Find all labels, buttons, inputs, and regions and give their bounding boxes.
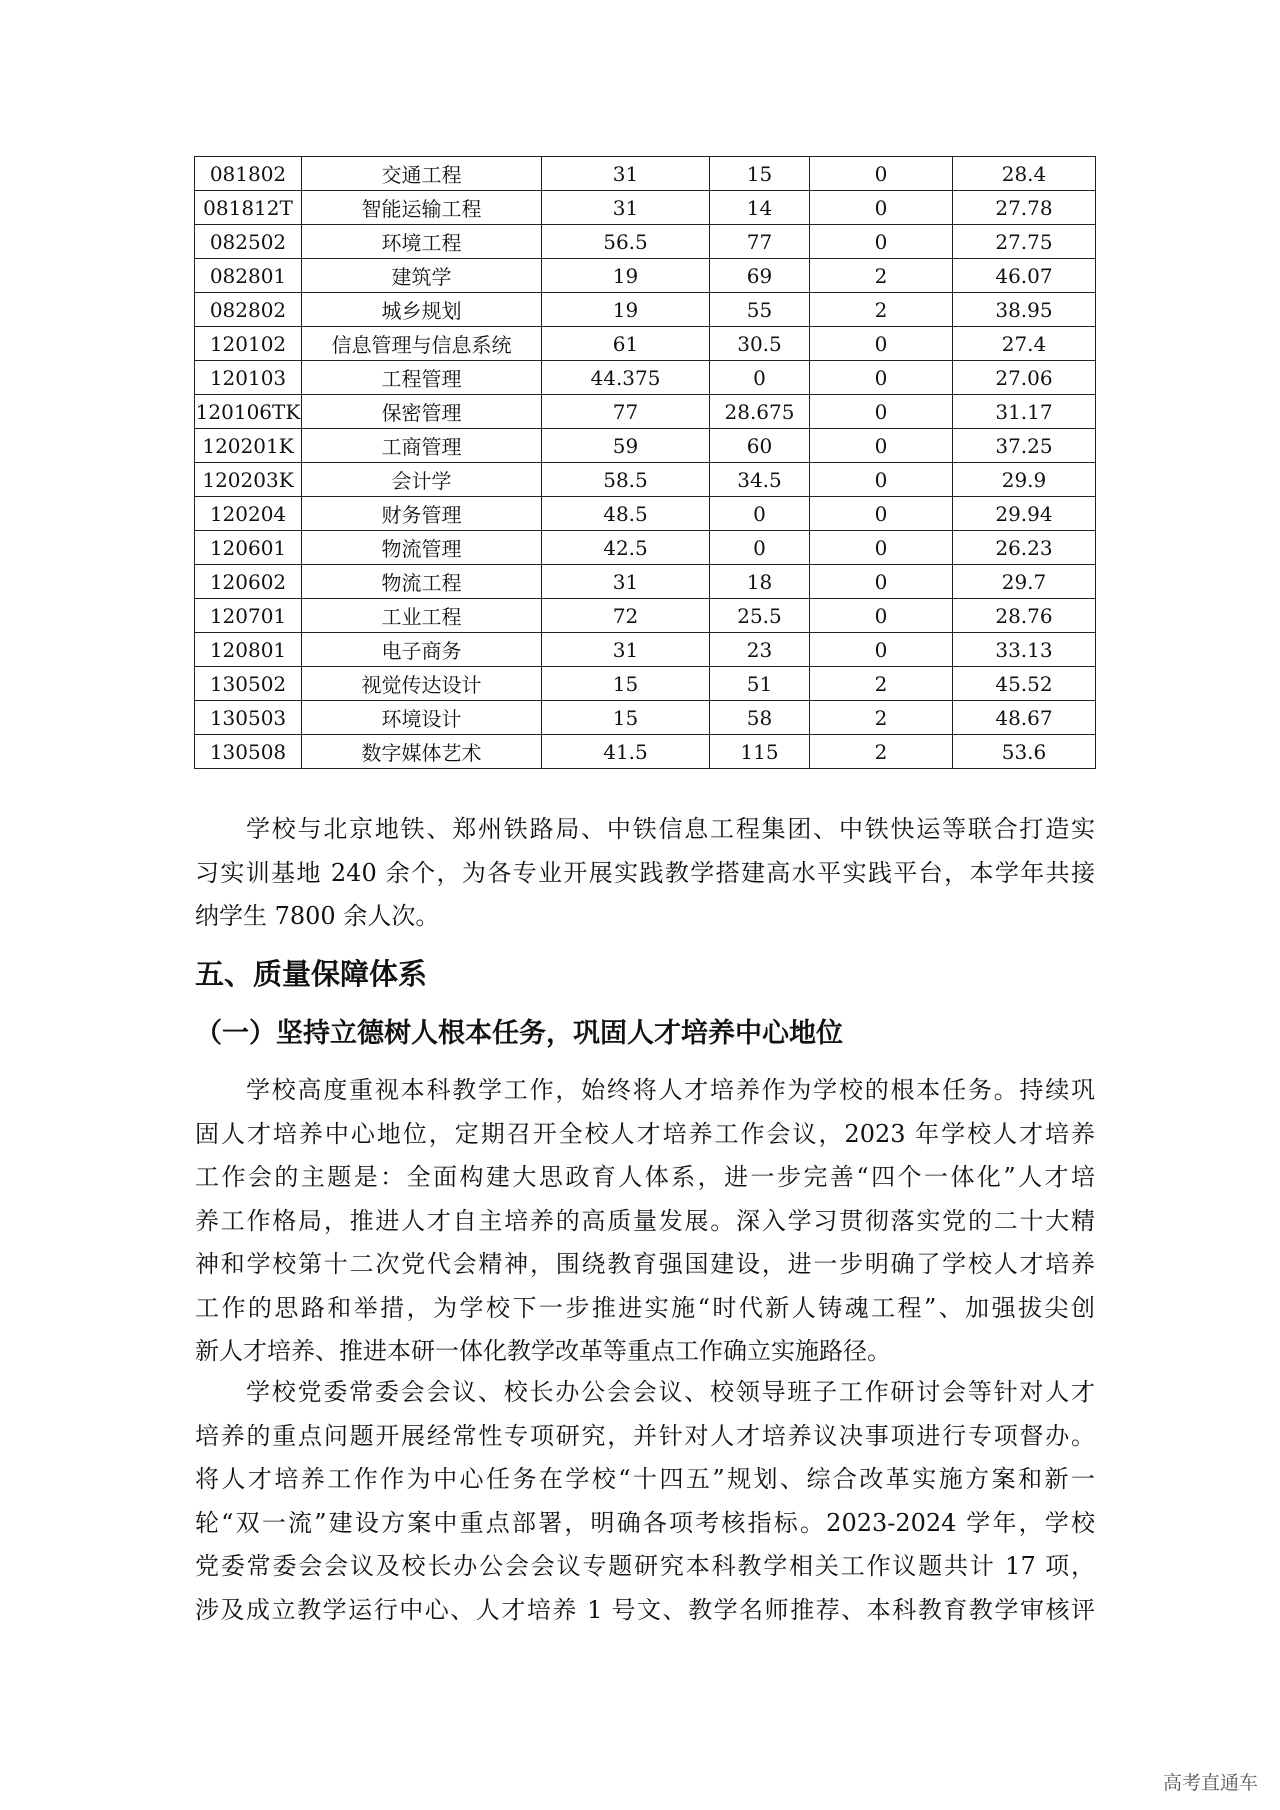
table-cell: 0 bbox=[810, 633, 953, 667]
watermark-footer: 高考直通车 bbox=[1162, 1772, 1258, 1794]
table-cell: 28.675 bbox=[710, 395, 810, 429]
paragraph-line: 轮“双一流”建设方案中重点部署，明确各项考核指标。2023-2024 学年，学校 bbox=[195, 1508, 1095, 1537]
table-cell: 18 bbox=[710, 565, 810, 599]
table-cell: 77 bbox=[542, 395, 710, 429]
table-row bbox=[195, 565, 1096, 599]
table-cell: 60 bbox=[710, 429, 810, 463]
table-cell: 44.375 bbox=[542, 361, 710, 395]
table-row bbox=[195, 395, 1096, 429]
table-cell: 信息管理与信息系统 bbox=[302, 327, 542, 361]
table-cell: 082802 bbox=[195, 293, 302, 327]
table-cell: 环境设计 bbox=[302, 701, 542, 735]
table-row bbox=[195, 667, 1096, 701]
table-row bbox=[195, 293, 1096, 327]
table-cell: 31 bbox=[542, 157, 710, 191]
table-cell: 27.4 bbox=[953, 327, 1096, 361]
table-row bbox=[195, 327, 1096, 361]
table-cell: 33.13 bbox=[953, 633, 1096, 667]
paragraph-line: 涉及成立教学运行中心、人才培养 1 号文、教学名师推荐、本科教育教学审核评 bbox=[195, 1595, 1095, 1624]
table-cell: 15 bbox=[542, 667, 710, 701]
table-cell: 电子商务 bbox=[302, 633, 542, 667]
table-cell: 智能运输工程 bbox=[302, 191, 542, 225]
table-cell: 29.7 bbox=[953, 565, 1096, 599]
table-cell: 0 bbox=[810, 361, 953, 395]
table-row bbox=[195, 463, 1096, 497]
table-cell: 物流工程 bbox=[302, 565, 542, 599]
paragraph-line: 党委常委会会议及校长办公会会议专题研究本科教学相关工作议题共计 17 项， bbox=[195, 1552, 1095, 1580]
table-cell: 42.5 bbox=[542, 531, 710, 565]
table-cell: 0 bbox=[810, 531, 953, 565]
table-row bbox=[195, 225, 1096, 259]
table-cell: 45.52 bbox=[953, 667, 1096, 701]
paragraph-line: 养工作格局，推进人才自主培养的高质量发展。深入学习贯彻落实党的二十大精 bbox=[195, 1206, 1095, 1235]
paragraph-line: 工作的思路和举措，为学校下一步推进实施“时代新人铸魂工程”、加强拔尖创 bbox=[195, 1293, 1095, 1322]
table-cell: 0 bbox=[810, 157, 953, 191]
table-cell: 27.75 bbox=[953, 225, 1096, 259]
table-cell: 115 bbox=[710, 735, 810, 769]
table-cell: 27.06 bbox=[953, 361, 1096, 395]
table-cell: 51 bbox=[710, 667, 810, 701]
table-cell: 数字媒体艺术 bbox=[302, 735, 542, 769]
table-cell: 120601 bbox=[195, 531, 302, 565]
table-cell: 48.67 bbox=[953, 701, 1096, 735]
table-row bbox=[195, 701, 1096, 735]
table-cell: 14 bbox=[710, 191, 810, 225]
table-cell: 26.23 bbox=[953, 531, 1096, 565]
table-cell: 25.5 bbox=[710, 599, 810, 633]
table-cell: 37.25 bbox=[953, 429, 1096, 463]
table-cell: 0 bbox=[810, 497, 953, 531]
table-cell: 29.9 bbox=[953, 463, 1096, 497]
table-cell: 081802 bbox=[195, 157, 302, 191]
paragraph-line: 固人才培养中心地位，定期召开全校人才培养工作会议，2023 年学校人才培养 bbox=[195, 1119, 1095, 1148]
paragraph-line: 纳学生 7800 余人次。 bbox=[195, 902, 440, 930]
table-row bbox=[195, 157, 1096, 191]
paragraph-line: 神和学校第十二次党代会精神，围绕教育强国建设，进一步明确了学校人才培养 bbox=[195, 1250, 1095, 1278]
table-cell: 城乡规划 bbox=[302, 293, 542, 327]
table-cell: 72 bbox=[542, 599, 710, 633]
table-cell: 55 bbox=[710, 293, 810, 327]
table-cell: 31 bbox=[542, 565, 710, 599]
table-cell: 120203K bbox=[195, 463, 302, 497]
table-cell: 120701 bbox=[195, 599, 302, 633]
table-cell: 61 bbox=[542, 327, 710, 361]
subsection-heading: （一）坚持立德树人根本任务，巩固人才培养中心地位 bbox=[195, 1018, 843, 1049]
table-cell: 46.07 bbox=[953, 259, 1096, 293]
table-cell: 2 bbox=[810, 735, 953, 769]
table-row bbox=[195, 735, 1096, 769]
table-cell: 34.5 bbox=[710, 463, 810, 497]
paragraph-line: 学校与北京地铁、郑州铁路局、中铁信息工程集团、中铁快运等联合打造实 bbox=[246, 815, 1095, 843]
table-cell: 58 bbox=[710, 701, 810, 735]
table-cell: 0 bbox=[810, 429, 953, 463]
table-cell: 2 bbox=[810, 667, 953, 701]
table-cell: 29.94 bbox=[953, 497, 1096, 531]
table-cell: 工商管理 bbox=[302, 429, 542, 463]
table-cell: 130508 bbox=[195, 735, 302, 769]
table-cell: 48.5 bbox=[542, 497, 710, 531]
section-heading: 五、质量保障体系 bbox=[195, 957, 428, 991]
table-cell: 120103 bbox=[195, 361, 302, 395]
table-cell: 59 bbox=[542, 429, 710, 463]
table-cell: 0 bbox=[810, 191, 953, 225]
table-cell: 120602 bbox=[195, 565, 302, 599]
table-cell: 会计学 bbox=[302, 463, 542, 497]
table-row bbox=[195, 599, 1096, 633]
table-row bbox=[195, 259, 1096, 293]
table-cell: 120102 bbox=[195, 327, 302, 361]
table-cell: 0 bbox=[810, 327, 953, 361]
table-cell: 081812T bbox=[195, 191, 302, 225]
table-cell: 0 bbox=[810, 463, 953, 497]
table-cell: 0 bbox=[810, 565, 953, 599]
table-cell: 视觉传达设计 bbox=[302, 667, 542, 701]
table-cell: 082801 bbox=[195, 259, 302, 293]
table-cell: 082502 bbox=[195, 225, 302, 259]
table-cell: 2 bbox=[810, 701, 953, 735]
table-cell: 0 bbox=[710, 497, 810, 531]
table-cell: 15 bbox=[710, 157, 810, 191]
table-row bbox=[195, 497, 1096, 531]
table-cell: 77 bbox=[710, 225, 810, 259]
table-cell: 58.5 bbox=[542, 463, 710, 497]
table-cell: 23 bbox=[710, 633, 810, 667]
table-row bbox=[195, 531, 1096, 565]
table-cell: 69 bbox=[710, 259, 810, 293]
paragraph-line: 将人才培养工作作为中心任务在学校“十四五”规划、综合改革实施方案和新一 bbox=[195, 1465, 1095, 1493]
table-cell: 环境工程 bbox=[302, 225, 542, 259]
table-cell: 0 bbox=[810, 599, 953, 633]
table-cell: 财务管理 bbox=[302, 497, 542, 531]
table-row bbox=[195, 429, 1096, 463]
table-cell: 28.76 bbox=[953, 599, 1096, 633]
table-cell: 120204 bbox=[195, 497, 302, 531]
table-cell: 120201K bbox=[195, 429, 302, 463]
table-cell: 31 bbox=[542, 633, 710, 667]
table-cell: 120801 bbox=[195, 633, 302, 667]
table-cell: 53.6 bbox=[953, 735, 1096, 769]
table-cell: 保密管理 bbox=[302, 395, 542, 429]
table-cell: 130502 bbox=[195, 667, 302, 701]
table-cell: 28.4 bbox=[953, 157, 1096, 191]
table-cell: 2 bbox=[810, 293, 953, 327]
table-cell: 2 bbox=[810, 259, 953, 293]
table-cell: 56.5 bbox=[542, 225, 710, 259]
table-row bbox=[195, 361, 1096, 395]
table-cell: 物流管理 bbox=[302, 531, 542, 565]
table-cell: 0 bbox=[810, 225, 953, 259]
paragraph-line: 培养的重点问题开展经常性专项研究，并针对人才培养议决事项进行专项督办。 bbox=[195, 1421, 1095, 1450]
table-cell: 19 bbox=[542, 259, 710, 293]
table-row bbox=[195, 633, 1096, 667]
paragraph-line: 新人才培养、推进本研一体化教学改革等重点工作确立实施路径。 bbox=[195, 1337, 891, 1365]
table-cell: 27.78 bbox=[953, 191, 1096, 225]
table-cell: 工程管理 bbox=[302, 361, 542, 395]
table-cell: 0 bbox=[710, 361, 810, 395]
table-cell: 38.95 bbox=[953, 293, 1096, 327]
table-cell: 41.5 bbox=[542, 735, 710, 769]
table-cell: 0 bbox=[810, 395, 953, 429]
table-cell: 19 bbox=[542, 293, 710, 327]
paragraph-line: 习实训基地 240 余个，为各专业开展实践教学搭建高水平实践平台，本学年共接 bbox=[195, 858, 1095, 887]
table-cell: 31.17 bbox=[953, 395, 1096, 429]
majors-table bbox=[194, 156, 1096, 769]
paragraph-line: 工作会的主题是：全面构建大思政育人体系，进一步完善“四个一体化”人才培 bbox=[195, 1163, 1095, 1191]
table-cell: 交通工程 bbox=[302, 157, 542, 191]
table-cell: 工业工程 bbox=[302, 599, 542, 633]
table-cell: 130503 bbox=[195, 701, 302, 735]
table-cell: 建筑学 bbox=[302, 259, 542, 293]
table-cell: 15 bbox=[542, 701, 710, 735]
paragraph-line: 学校党委常委会会议、校长办公会会议、校领导班子工作研讨会等针对人才 bbox=[246, 1378, 1095, 1406]
paragraph-line: 学校高度重视本科教学工作，始终将人才培养作为学校的根本任务。持续巩 bbox=[246, 1076, 1095, 1104]
table-cell: 30.5 bbox=[710, 327, 810, 361]
table-row bbox=[195, 191, 1096, 225]
table-cell: 0 bbox=[710, 531, 810, 565]
table-cell: 31 bbox=[542, 191, 710, 225]
table-cell: 120106TK bbox=[195, 395, 302, 429]
